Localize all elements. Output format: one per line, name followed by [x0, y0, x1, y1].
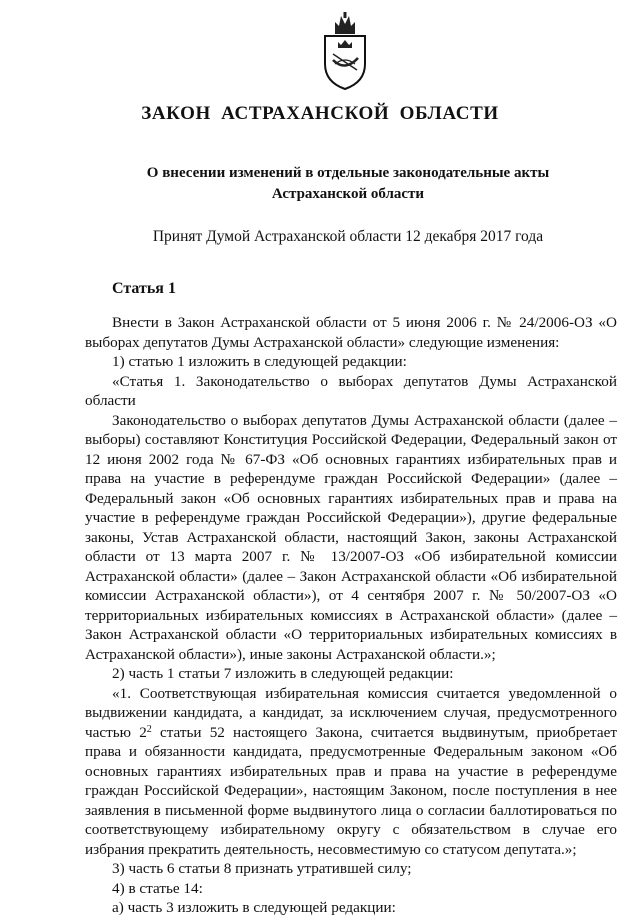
document-body — [85, 313, 617, 918]
coat-of-arms-icon — [321, 12, 369, 90]
quote-text: «1. Соответствующая избирательная комиссия считается уведомленной о выдвижении кандидата, а кандидат, за исключением случая, предусмотренного частью 2 — [85, 684, 617, 741]
law-title: ЗАКОН АСТРАХАНСКОЙ ОБЛАСТИ — [141, 103, 499, 124]
paragraph — [85, 684, 617, 860]
paragraph: Внести в Закон Астраханской области от 5 июня 2006 г. № 24/2006-ОЗ «О выборах депутатов Думы Астраханской области» следующие изменения: — [85, 314, 617, 351]
paragraph: Законодательство о выборах депутатов Думы Астраханской области (далее – выборы) составляют Конституция Российской Федерации, Федеральный закон от 12 июня 2002 года № 67-ФЗ «Об основных гарантиях избирательных прав и права на участие в референдуме граждан Российской Федерации» (далее – Федеральный закон «Об основных гарантиях избирательных прав и права на участие в референдуме граждан Российской Федерации»), другие федеральные законы, Устав Астраханской области, настоящий Закон, законы Астраханской области от 13 марта 2007 г. № 13/2007-ОЗ «Об избирательной комиссии Астраханской области» (далее – Закон Астраханской области «Об избирательной комиссии Астраханской области»), от 4 сентября 2007 г. № 50/2007-ОЗ «О территориальных избирательных комиссиях в Астраханской области» (далее – Закон Астраханской области «О территориальных избирательных комиссиях в Астраханской области»), иные законы Астраханской области.»; — [85, 411, 617, 663]
quote-text: статьи 52 настоящего Закона, считается выдвинутым, приобретает права и обязанности кандидата, предусмотренные Федеральным законом «Об основных гарантиях избирательных прав и права на участие в референдуме граждан Российской Федерации», настоящим Законом, после поступления в нее заявления в письменной форме выдвинутого лица о согласии баллотироваться по соответствующему избирательному округу с обязательством в случае его избрания прекратить деятельность, несовместимую со статусом депутата.»; — [85, 723, 618, 858]
law-subtitle — [120, 163, 576, 205]
superscript: 2 — [146, 723, 152, 735]
paragraph: 4) в статье 14: — [112, 879, 203, 897]
law-subtitle-line: О внесении изменений в отдельные законодательные акты — [146, 165, 550, 181]
article-heading: Статья 1 — [112, 280, 176, 297]
law-subtitle-line: Астраханской области — [271, 186, 425, 202]
paragraph: а) часть 3 изложить в следующей редакции: — [112, 899, 396, 916]
adoption-line: Принят Думой Астраханской области 12 декабря 2017 года — [152, 228, 544, 245]
paragraph: 1) статью 1 изложить в следующей редакции: — [112, 353, 407, 370]
paragraph: 3) часть 6 статьи 8 признать утратившей силу; — [112, 860, 412, 877]
paragraph: 2) часть 1 статьи 7 изложить в следующей редакции: — [112, 665, 454, 682]
paragraph: «Статья 1. Законодательство о выборах депутатов Думы Астраханской области — [85, 372, 617, 409]
